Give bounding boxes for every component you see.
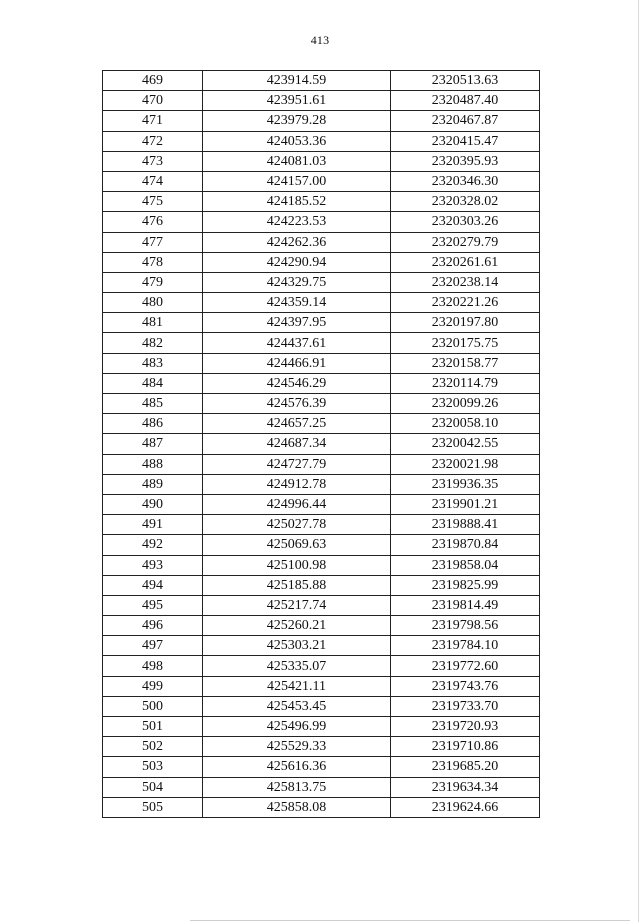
y-coordinate-cell: 2319743.76 <box>391 676 540 696</box>
y-coordinate-cell: 2319858.04 <box>391 555 540 575</box>
table-row <box>103 454 540 474</box>
table-row <box>103 636 540 656</box>
y-coordinate-cell: 2320487.40 <box>391 91 540 111</box>
point-id-cell: 493 <box>103 555 203 575</box>
point-id-cell: 501 <box>103 717 203 737</box>
y-coordinate-cell: 2319685.20 <box>391 757 540 777</box>
table-row <box>103 717 540 737</box>
point-id-cell: 499 <box>103 676 203 696</box>
y-coordinate-cell: 2320042.55 <box>391 434 540 454</box>
x-coordinate-cell: 425069.63 <box>203 535 391 555</box>
point-id-cell: 490 <box>103 494 203 514</box>
x-coordinate-cell: 424996.44 <box>203 494 391 514</box>
point-id-cell: 469 <box>103 71 203 91</box>
y-coordinate-cell: 2320175.75 <box>391 333 540 353</box>
x-coordinate-cell: 425616.36 <box>203 757 391 777</box>
point-id-cell: 495 <box>103 595 203 615</box>
table-row <box>103 414 540 434</box>
table-row <box>103 131 540 151</box>
x-coordinate-cell: 425813.75 <box>203 777 391 797</box>
table-row <box>103 595 540 615</box>
table-row <box>103 293 540 313</box>
point-id-cell: 504 <box>103 777 203 797</box>
y-coordinate-cell: 2320328.02 <box>391 192 540 212</box>
x-coordinate-cell: 424397.95 <box>203 313 391 333</box>
point-id-cell: 485 <box>103 394 203 414</box>
table-row <box>103 797 540 817</box>
y-coordinate-cell: 2319798.56 <box>391 616 540 636</box>
y-coordinate-cell: 2320346.30 <box>391 171 540 191</box>
x-coordinate-cell: 425217.74 <box>203 595 391 615</box>
y-coordinate-cell: 2320279.79 <box>391 232 540 252</box>
y-coordinate-cell: 2320238.14 <box>391 272 540 292</box>
table-row <box>103 252 540 272</box>
y-coordinate-cell: 2319624.66 <box>391 797 540 817</box>
x-coordinate-cell: 423979.28 <box>203 111 391 131</box>
y-coordinate-cell: 2320261.61 <box>391 252 540 272</box>
table-row <box>103 111 540 131</box>
point-id-cell: 491 <box>103 515 203 535</box>
x-coordinate-cell: 425260.21 <box>203 616 391 636</box>
point-id-cell: 486 <box>103 414 203 434</box>
y-coordinate-cell: 2319772.60 <box>391 656 540 676</box>
table-row <box>103 232 540 252</box>
y-coordinate-cell: 2319710.86 <box>391 737 540 757</box>
x-coordinate-cell: 425529.33 <box>203 737 391 757</box>
table-row <box>103 91 540 111</box>
y-coordinate-cell: 2319720.93 <box>391 717 540 737</box>
point-id-cell: 500 <box>103 696 203 716</box>
point-id-cell: 497 <box>103 636 203 656</box>
x-coordinate-cell: 424359.14 <box>203 293 391 313</box>
point-id-cell: 472 <box>103 131 203 151</box>
y-coordinate-cell: 2320058.10 <box>391 414 540 434</box>
point-id-cell: 478 <box>103 252 203 272</box>
x-coordinate-cell: 424546.29 <box>203 373 391 393</box>
table-row <box>103 575 540 595</box>
x-coordinate-cell: 424687.34 <box>203 434 391 454</box>
table-row <box>103 777 540 797</box>
point-id-cell: 476 <box>103 212 203 232</box>
point-id-cell: 502 <box>103 737 203 757</box>
x-coordinate-cell: 424657.25 <box>203 414 391 434</box>
point-id-cell: 473 <box>103 151 203 171</box>
point-id-cell: 481 <box>103 313 203 333</box>
table-row <box>103 555 540 575</box>
point-id-cell: 480 <box>103 293 203 313</box>
table-row <box>103 272 540 292</box>
table-row <box>103 515 540 535</box>
table-row <box>103 757 540 777</box>
y-coordinate-cell: 2320099.26 <box>391 394 540 414</box>
y-coordinate-cell: 2320513.63 <box>391 71 540 91</box>
y-coordinate-cell: 2320114.79 <box>391 373 540 393</box>
x-coordinate-cell: 424157.00 <box>203 171 391 191</box>
table-row <box>103 656 540 676</box>
table-row <box>103 394 540 414</box>
x-coordinate-cell: 424727.79 <box>203 454 391 474</box>
table-row <box>103 676 540 696</box>
point-id-cell: 487 <box>103 434 203 454</box>
x-coordinate-cell: 424053.36 <box>203 131 391 151</box>
point-id-cell: 477 <box>103 232 203 252</box>
y-coordinate-cell: 2319936.35 <box>391 474 540 494</box>
table-row <box>103 616 540 636</box>
x-coordinate-cell: 425421.11 <box>203 676 391 696</box>
x-coordinate-cell: 424223.53 <box>203 212 391 232</box>
table-row <box>103 212 540 232</box>
table-row <box>103 313 540 333</box>
x-coordinate-cell: 424081.03 <box>203 151 391 171</box>
x-coordinate-cell: 425185.88 <box>203 575 391 595</box>
x-coordinate-cell: 425453.45 <box>203 696 391 716</box>
table-row <box>103 171 540 191</box>
y-coordinate-cell: 2319784.10 <box>391 636 540 656</box>
table-row <box>103 333 540 353</box>
table-row <box>103 434 540 454</box>
point-id-cell: 488 <box>103 454 203 474</box>
x-coordinate-cell: 424185.52 <box>203 192 391 212</box>
y-coordinate-cell: 2319888.41 <box>391 515 540 535</box>
table-row <box>103 696 540 716</box>
point-id-cell: 503 <box>103 757 203 777</box>
table-row <box>103 71 540 91</box>
point-id-cell: 471 <box>103 111 203 131</box>
point-id-cell: 494 <box>103 575 203 595</box>
point-id-cell: 474 <box>103 171 203 191</box>
table-row <box>103 535 540 555</box>
y-coordinate-cell: 2319733.70 <box>391 696 540 716</box>
table-row <box>103 151 540 171</box>
x-coordinate-cell: 424290.94 <box>203 252 391 272</box>
x-coordinate-cell: 424912.78 <box>203 474 391 494</box>
y-coordinate-cell: 2320221.26 <box>391 293 540 313</box>
table-row <box>103 353 540 373</box>
point-id-cell: 475 <box>103 192 203 212</box>
y-coordinate-cell: 2319825.99 <box>391 575 540 595</box>
point-id-cell: 489 <box>103 474 203 494</box>
y-coordinate-cell: 2320395.93 <box>391 151 540 171</box>
page-number: 413 <box>310 33 330 47</box>
point-id-cell: 470 <box>103 91 203 111</box>
x-coordinate-cell: 423951.61 <box>203 91 391 111</box>
y-coordinate-cell: 2320415.47 <box>391 131 540 151</box>
y-coordinate-cell: 2320197.80 <box>391 313 540 333</box>
y-coordinate-cell: 2319901.21 <box>391 494 540 514</box>
point-id-cell: 484 <box>103 373 203 393</box>
x-coordinate-cell: 425100.98 <box>203 555 391 575</box>
point-id-cell: 483 <box>103 353 203 373</box>
y-coordinate-cell: 2320021.98 <box>391 454 540 474</box>
x-coordinate-cell: 424466.91 <box>203 353 391 373</box>
table-body <box>103 71 540 818</box>
point-id-cell: 498 <box>103 656 203 676</box>
table-row <box>103 192 540 212</box>
coordinate-table <box>102 70 540 818</box>
table-row <box>103 474 540 494</box>
point-id-cell: 496 <box>103 616 203 636</box>
x-coordinate-cell: 425303.21 <box>203 636 391 656</box>
x-coordinate-cell: 424576.39 <box>203 394 391 414</box>
y-coordinate-cell: 2319634.34 <box>391 777 540 797</box>
x-coordinate-cell: 425858.08 <box>203 797 391 817</box>
page-edge-right <box>638 0 639 922</box>
y-coordinate-cell: 2319870.84 <box>391 535 540 555</box>
x-coordinate-cell: 423914.59 <box>203 71 391 91</box>
x-coordinate-cell: 425335.07 <box>203 656 391 676</box>
y-coordinate-cell: 2319814.49 <box>391 595 540 615</box>
x-coordinate-cell: 425496.99 <box>203 717 391 737</box>
y-coordinate-cell: 2320158.77 <box>391 353 540 373</box>
x-coordinate-cell: 424437.61 <box>203 333 391 353</box>
table-row <box>103 494 540 514</box>
page-edge-bottom <box>190 920 630 921</box>
point-id-cell: 482 <box>103 333 203 353</box>
point-id-cell: 479 <box>103 272 203 292</box>
y-coordinate-cell: 2320467.87 <box>391 111 540 131</box>
table-row <box>103 373 540 393</box>
x-coordinate-cell: 424262.36 <box>203 232 391 252</box>
point-id-cell: 492 <box>103 535 203 555</box>
x-coordinate-cell: 425027.78 <box>203 515 391 535</box>
table-row <box>103 737 540 757</box>
y-coordinate-cell: 2320303.26 <box>391 212 540 232</box>
x-coordinate-cell: 424329.75 <box>203 272 391 292</box>
point-id-cell: 505 <box>103 797 203 817</box>
